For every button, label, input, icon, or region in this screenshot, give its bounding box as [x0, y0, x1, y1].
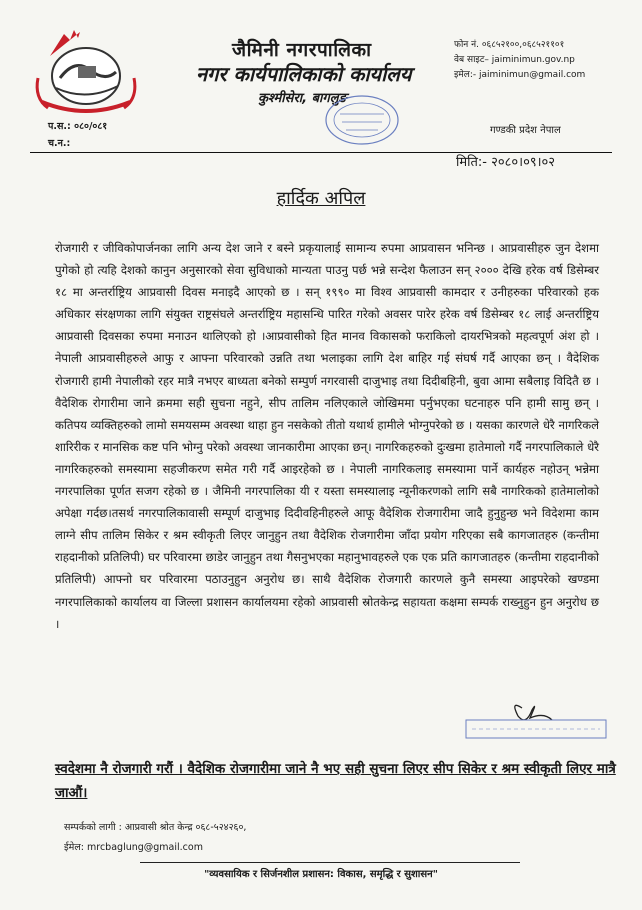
email: इमेल:- jaiminimun@gmail.com	[454, 70, 586, 80]
website: वेब साइट– jaiminimun.gov.np	[454, 55, 575, 65]
office-address: कुश्मीसेरा, बागलुङ	[258, 91, 347, 106]
province-name: गण्डकी प्रदेश नेपाल	[490, 125, 561, 136]
letter-date: मिति:- २०८०।०९।०२	[456, 155, 556, 170]
contact-info	[64, 818, 246, 858]
letter-body: रोजगारी र जीविकोपार्जनका लागि अन्य देश जाने र बस्ने प्रकृयालाई सामान्य रुपमा आप्रवासन भनिन्छ । आप्रवासीहरु जुन देशमा पुगेको हो त्यहि देशको कानुन अनुसारको सेवा सुविधाको मान्यता पाउनु पर्छ भन्ने सन्देश फैलाउन सन् २००० देखि हरेक वर्ष डिसेम्बर १८ मा अन्तर्राष्ट्रिय आप्रवासी दिवस मनाइदै आएको छ । सन् १९९० मा विश्व आप्रवासी कामदार र उनीहरुका परिवारको हक अधिकार संरक्षणका लागि संयुक्त राष्ट्रसंघले अन्तर्राष्ट्रिय महासन्धि पारित गरेको अवसर पारेर हरेक वर्ष डिसेम्बर १८ लाई अन्तर्राष्ट्रिय आप्रवासी दिवसका रुपमा मनाउन थालिएको हो ।आप्रवासीको हित मानव विकासको फराकिलो दायरभित्रको महत्वपूर्ण अंश हो ।नेपाली आप्रवासीहरुले आफु र आफ्ना परिवारको उन्नति तथा भलाइका लागि देश बाहिर गई संघर्ष गर्दै आएका छन् । वैदेशिक रोजगारी हामी नेपालीको रहर मात्रै नभएर बाध्यता बनेको सम्पुर्ण नगरवासी दाजुभाइ तथा दिदीबहिनी, बुवा आमा सबैलाइ विदितै छ । वैदेशिक रोगारीमा जाने क्रममा सही सुचना नहुने, सीप तालिम नलिएकाले जोखिममा पर्नुभएका घटनाहरु पनि हामी सामु छन् ।कतिपय व्यक्तिहरुको लामो समयसम्म अवस्था थाहा हुन नसकेको तीतो यथार्थ हामीले भोग्नुपरेको छ । यसका कारणले धेरै नागरिकले शारिरीक र मानसिक कष्ट पनि भोग्नु परेको अवस्था जानकारीमा आएका छन्। नागरिकहरुको दुःखमा हातेमालो गर्दै नगरपालिकाले धेरै नागरिकहरुको समस्यामा सहजीकरण समेत गरी गर्दै आइरहेको छ । नेपाली नागरिकलाइ समस्यामा पार्ने कार्यहरु नहोउन् भन्नेमा नगरपालिका पूर्णत सजग रहेको छ । जैमिनी नगरपालिका यी र यस्ता समस्यालाइ न्यूनीकरणको लागि सबै नागरिकको हातेमालोको अपेक्षा गर्दछ।तसर्थ नगरपालिकावासी सम्पूर्ण दाजुभाइ दिदीवहिनीहरुले आफू वैदेशिक रोजगारीमा जादै हुनुहुन्छ भने विदेशमा काम लाग्ने सीप तालिम सिकेर र श्रम स्वीकृती लिएर जानुहुन तथा वैदेशिक रोजगारीमा जाँदा प्रयोग गरिएका सबै कागजातहरु (कन्तीमा राहदानीको प्रतिलिपी) घर परिवारमा छाडेर जानुहुन तथा गैसनुभएका महानुभावहरुले एक एक प्रति कागजातहरु (कन्तीमा राहदानीको प्रतिलिपी) आफ्नो घर परिवारमा पठाउनुहुन अनुरोध छ। साथै वैदेशिक रोजगारी कारणले कुनै समस्या आइपरेको खण्डमा नगरपालिकाको कार्यालय वा जिल्ला प्रशासन कार्यालयमा रहेको आप्रवासी स्रोतकेन्द्र सहायता कक्षमा सम्पर्क राख्नुहुन हुन अनुरोध छ ।	[55, 241, 599, 631]
header-contact	[454, 38, 585, 83]
office-stamp-icon	[322, 92, 402, 147]
contact-email: ईमेल: mrcbaglung@gmail.com	[64, 842, 203, 853]
contact-line: सम्पर्कको लागी : आप्रवासी श्रोत केन्द्र ०६८-५२४२६०,	[64, 822, 247, 833]
phone-number: फोन नं. ०६८५२१००,०६८५२११०१	[454, 40, 565, 50]
office-name: नगर कार्यपालिकाको कार्यालय	[196, 62, 412, 86]
dispatch-number: च.न.:	[48, 138, 71, 149]
letter-title: हार्दिक अपिल	[276, 188, 366, 209]
ref-number: प.स.: ०८०/०८१	[48, 121, 108, 132]
signature-stamp-icon	[460, 698, 610, 742]
footer-divider	[140, 862, 520, 863]
nepal-emblem-icon	[30, 28, 138, 114]
footer-tagline: "व्यवसायिक र सिर्जनशील प्रशासन: विकास, समृद्धि र सुशासन"	[204, 869, 438, 880]
closing-slogan: स्वदेशमा नै रोजगारी गरौं । वैदेशिक रोजगारीमा जाने नै भए सही सुचना लिएर सीप सिकेर र श्रम स्वीकृती लिएर मात्रै जाऔं।	[55, 761, 616, 801]
reference-block	[48, 118, 107, 152]
municipality-name: जैमिनी नगरपालिका	[232, 39, 372, 61]
